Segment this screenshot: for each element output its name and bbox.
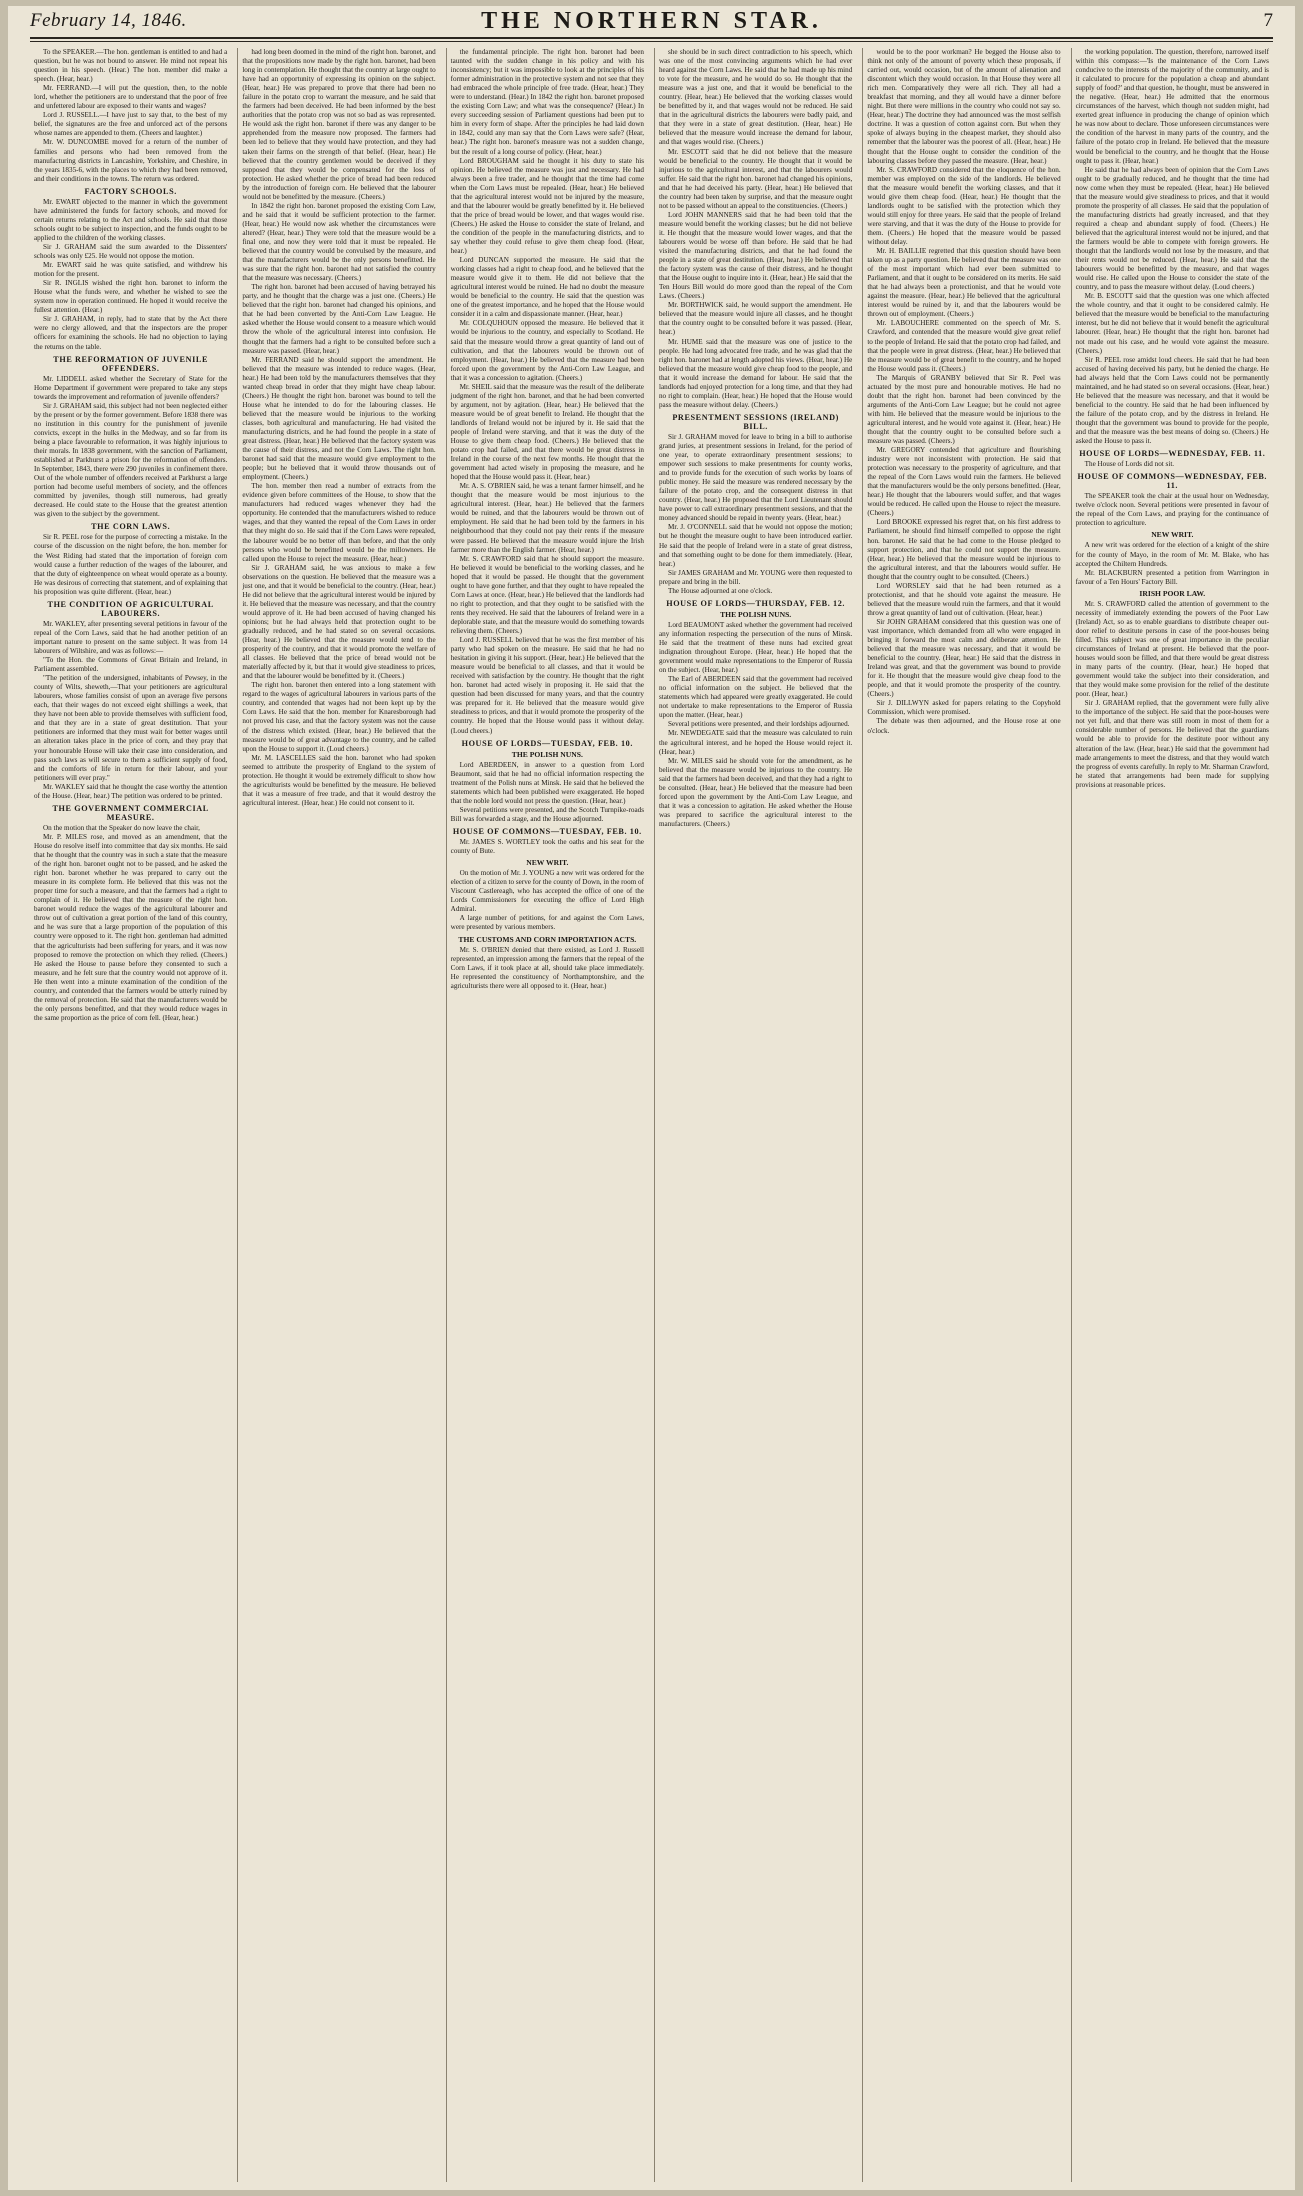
paragraph: Mr. FERRAND said he should support the amendment. He believed that the measure was intended to reduce wages. (Hear, hear.) He had been told by the manufacturers themselves that they wanted cheap bread in order that they might have cheap labour. (Cheers.) He thought the right hon. baronet was bound to tell the House what he intended to do for the labouring classes. He believed that the measure would be injurious to the working classes, both agricultural and manufacturing. He had visited the manufacturing districts, and he had found the people in a state of great distress. (Hear, hear.) He believed that the factory system was the cause of their distress, and not the Corn Laws. The right hon. baronet had said that the measure would give employment to the people; but he believed that it would throw thousands out of employment. (Cheers.)	[242, 355, 436, 482]
column-1	[30, 48, 231, 2182]
paragraph: Mr. W. DUNCOMBE moved for a return of the number of families and persons who had been removed from the manufacturing districts in Lancashire, Yorkshire, and Cheshire, in the years 1835-6, with the places to which they had been removed, and their conditions in the towns. The return was ordered.	[34, 138, 228, 183]
section-heading: THE CONDITION OF AGRICULTURAL LABOURERS.	[47, 599, 214, 618]
paragraph: Mr. JAMES S. WORTLEY took the oaths and his seat for the county of Bute.	[450, 838, 644, 856]
section-heading: HOUSE OF COMMONS—WEDNESDAY, FEB. 11.	[1077, 472, 1268, 491]
paragraph: Sir J. GRAHAM said, he was anxious to make a few observations on the question. He believed that the measure was a just one, and that it would be beneficial to the country. (Hear, hear.) He did not believe that the agricultural interest would be injured by it. He believed that the measure was necessary, and that the country would approve of it. He had been accused of having changed his opinions; but he had always held that protection ought to be gradually reduced, and he had stated so on several occasions. (Hear, hear.) He believed that the measure would tend to the prosperity of the country, and that it would promote the welfare of all classes. He believed that the price of bread would not be materially affected by it, but that it would give steadiness to prices, and that the labourer would be benefitted by it. (Cheers.)	[242, 563, 436, 681]
paragraph: Sir J. GRAHAM said, this subject had not been neglected either by the present or by the former government. Before 1838 there was no institution in this country for the punishment of juvenile convicts, except in the hulks in the Medway, and so far from its being a place favourable to reformation, it was highly injurious to their morals. In 1838 government, with the sanction of Parliament, established at Parkhurst a prison for the reformation of offenders. In September, 1843, there were 290 juveniles in confinement there. Out of the whole number of offenders received at Parkhurst a large portion had become useful members of society, and the offences committed by juveniles, though still numerous, had greatly decreased. He could state to the House that the greatest attention was given to the subject by the government.	[34, 401, 228, 519]
paragraph: Mr. BORTHWICK said, he would support the amendment. He believed that the measure would injure all classes, and he thought that the country ought to be consulted before it was passed. (Hear, hear.)	[658, 301, 853, 337]
paragraph: Mr. S. CRAWFORD called the attention of government to the necessity of immediately extending the powers of the Poor Law (Ireland) Act, so as to enable guardians to distribute cheaper out-door relief to destitute persons in case of the poor-houses being filled. This subject was one of great importance in the peculiar circumstances of Ireland at present. He believed that the poor-houses would soon be filled, and that there would be great distress in many parts of the country. (Hear, hear.) He hoped that government would take the subject into their consideration, and that they would make some provision for the relief of the destitute poor. (Hear, hear.)	[1075, 599, 1269, 699]
paragraph: had long been doomed in the mind of the right hon. baronet, and that the propositions now made by the right hon. baronet, had been long in contemplation. He thought that the country at large ought to have had an opportunity of expressing its opinion on the subject. (Hear, hear.) He was prepared to prove that there had been no failure in the potato crop to warrant the measure, and he said that the farmers had been deceived. He had been informed by the best authorities that the potato crop was not so bad as was represented. He would ask the right hon. baronet if there was any danger to be apprehended from the measure now proposed. The farmers had been led to believe that they would have protection, and they had taken their farms on the strength of that belief. (Hear, hear.) He believed that the country gentlemen would be deceived if they supposed that they would be compensated for the loss of protection. He asked whether the price of bread had been reduced by the introduction of foreign corn. He believed that the labourer would not be benefitted by the measure. (Cheers.)	[242, 48, 436, 201]
paragraph: On the motion that the Speaker do now leave the chair,	[43, 823, 200, 832]
section-heading: HOUSE OF COMMONS—TUESDAY, FEB. 10.	[452, 826, 642, 836]
paragraph: Sir R. PEEL rose amidst loud cheers. He said that he had been accused of having deceived his party, but he denied the charge. He had always held that the Corn Laws could not be permanently maintained, and he had stated so on several occasions. (Hear, hear.) He believed that the measure was necessary, and that it would be beneficial to the country. He said that he had been influenced by the failure of the potato crop, and by the distress in Ireland. He thought that the government was bound to provide for the people, and that the measure was the best means of doing so. (Cheers.) He asked the House to pass it.	[1075, 355, 1269, 446]
subsection-heading: THE POLISH NUNS.	[511, 749, 583, 759]
paragraph: Mr. GREGORY contended that agriculture and flourishing industry were not inconsistent with protection. He said that protection was necessary to the prosperity of agriculture, and that the repeal of the Corn Laws would ruin the farmers. He believed that the manufacturers would be the only persons benefitted. (Hear, hear.) He thought that the labourers would suffer, and that wages would be reduced. He called upon the House to reject the measure. (Cheers.)	[867, 446, 1061, 518]
paragraph: Sir JAMES GRAHAM and Mr. YOUNG were then requested to prepare and bring in the bill.	[658, 568, 853, 586]
paragraph: A large number of petitions, for and against the Corn Laws, were presented by various members.	[450, 914, 644, 932]
paragraph: The right hon. baronet had been accused of having betrayed his party, and he thought that the charge was a just one. (Cheers.) He believed that the right hon. baronet had changed his opinions, and that he had been converted by the Anti-Corn Law League. He asked whether the House would consent to a measure which would throw the whole of the agricultural interest into confusion. He thought that the farmers had a right to be consulted before such a measure was passed. (Hear, hear.)	[242, 283, 436, 355]
paragraph: Sir R. PEEL rose for the purpose of correcting a mistake. In the course of the discussion on the night before, the hon. member for the West Riding had stated that the importation of foreign corn would cause a further reduction of the wages of the labourer, and that the duty of eighteenpence on wheat would operate as a bounty. He was desirous of correcting that statement, and of explaining that his proposition was quite different. (Hear, hear.)	[34, 533, 228, 596]
paragraph: Several petitions were presented, and their lordships adjourned.	[667, 720, 850, 729]
paragraph: Lord BROUGHAM said he thought it his duty to state his opinion. He believed the measure was just and necessary. He had always been a free trader, and he thought that the time had come when the Corn Laws must be repealed. (Hear, hear.) He believed that the agricultural interest would not be injured by the measure, and that the labourer would be greatly benefitted by it. He believed that the price of bread would be lower, and that wages would rise. (Cheers.) He asked the House to consider the state of Ireland, and the condition of the people in the manufacturing districts, and to say whether they could refuse to give them cheap food. (Hear, hear.)	[450, 156, 644, 256]
header-rule-thin	[30, 41, 1273, 42]
paragraph: Lord WORSLEY said that he had been returned as a protectionist, and that he should vote against the measure. He believed that the measure would ruin the farmers, and that it would throw a great quantity of land out of cultivation. (Hear, hear.)	[867, 581, 1061, 617]
paragraph: Mr. J. O'CONNELL said that he would not oppose the motion; but he thought the measure ought to have been introduced earlier. He said that the people of Ireland were in a state of great distress, and that something ought to be done for them immediately. (Hear, hear.)	[658, 523, 853, 568]
section-heading: FACTORY SCHOOLS.	[84, 186, 177, 196]
header-rule	[30, 37, 1273, 39]
paragraph: Lord ABERDEEN, in answer to a question from Lord Beaumont, said that he had no official information respecting the treatment of the Polish nuns at Minsk. He said that he believed the statements which had been published were exaggerated. He hoped that the noble lord would not press the question. (Hear, hear.)	[450, 760, 644, 805]
paragraph: Mr. HUME said that the measure was one of justice to the people. He had long advocated free trade, and he was glad that the right hon. baronet had at length adopted his views. (Hear, hear.) He believed that the measure would give cheap food to the people, and that it would increase the demand for labour. He said that the landlords had enjoyed protection for a long time, and that they had no right to complain. (Hear, hear.) He hoped that the House would pass the measure without delay. (Cheers.)	[658, 337, 853, 409]
paragraph: Mr. S. CRAWFORD considered that the eloquence of the hon. member was employed on the side of the landlords. He believed that the measure would benefit the working classes, and that it would give them cheap food. (Hear, hear.) He thought that the landlords ought to be satisfied with the protection which they would still enjoy for three years. He said that the people of Ireland were starving, and that it was the duty of the House to provide for them. (Cheers.) He hoped that the measure would be passed without delay.	[867, 165, 1061, 246]
paragraph: On the motion of Mr. J. YOUNG a new writ was ordered for the election of a citizen to serve for the county of Down, in the room of Viscount Castlereagh, who has accepted the office of one of the Lords Commissioners for executing the office of Lord High Admiral.	[450, 869, 644, 914]
page-header	[30, 8, 1273, 34]
section-heading: HOUSE OF LORDS—THURSDAY, FEB. 12.	[666, 598, 846, 608]
paragraph: Sir J. GRAHAM said the sum awarded to the Dissenters' schools was only £25. He would not oppose the motion.	[34, 242, 228, 261]
paragraph: Mr. WAKLEY said that he thought the case worthy the attention of the House. (Hear, hear.) The petition was ordered to be printed.	[34, 782, 228, 800]
paragraph: Mr. B. ESCOTT said that the question was one which affected the whole country, and that it ought to be considered calmly. He believed that the measure would be beneficial to the manufacturing interest, but he did not believe that it would benefit the agricultural labourer. (Hear, hear.) He thought that the right hon. baronet had not made out his case, and he would vote against the measure. (Cheers.)	[1075, 292, 1269, 355]
issue-date: February 14, 1846.	[30, 10, 187, 31]
paragraph: The debate was then adjourned, and the House rose at one o'clock.	[867, 717, 1061, 735]
paragraph: Mr. S. CRAWFORD said that he should support the measure. He believed it would be beneficial to the working classes, and he hoped that it would be passed. He thought that the government ought to have gone further, and that they ought to have repealed the Corn Laws at once. (Hear, hear.) He believed that the landlords had no right to protection, and that they ought to be satisfied with the rents they received. He said that the labourers of Ireland were in a deplorable state, and that the measure would do something towards relieving them. (Cheers.)	[450, 554, 644, 635]
paragraph: The right hon. baronet then entered into a long statement with regard to the wages of agricultural labourers in various parts of the country, and contended that wages had not been kept up by the Corn Laws. He said that the hon. member for Knaresborough had not proved his case, and that the factory system was not the cause of the distress which existed. (Hear, hear.) He believed that the measure would be of great advantage to the country, and he called upon the House to support it. (Loud cheers.)	[242, 681, 436, 753]
page-number: 7	[1263, 10, 1273, 31]
paragraph: Mr. LIDDELL asked whether the Secretary of State for the Home Department if government were prepared to take any steps towards the improvement and reformation of juvenile offenders?	[34, 374, 228, 401]
paragraph: The Marquis of GRANBY believed that Sir R. Peel was actuated by the most pure and honourable motives. He had no doubt that the right hon. baronet had been convinced by the arguments of the Anti-Corn Law League; but he could not agree with him. He believed that the measure would be injurious to the agricultural interest, and he would vote against it. (Hear, hear.) He thought that the country ought to be consulted before such a measure was passed. (Cheers.)	[867, 373, 1061, 446]
paragraph: He said that he had always been of opinion that the Corn Laws ought to be gradually reduced, and he thought that the time had now come when they must be repealed. (Hear, hear.) He believed that the measure would give steadiness to prices, and that it would promote the prosperity of all classes. He said that the population of the manufacturing districts had greatly increased, and that they required a cheap and abundant supply of food. (Cheers.) He believed that the agricultural interest would not be injured, and that the farmers would be able to compete with foreign growers. He thought that the landlords would not lose by the measure, and that their rents would not be reduced. (Hear, hear.) He said that the labourers would be benefitted by the measure, and that wages would rise. He called upon the House to consider the state of the country, and to pass the measure without delay. (Loud cheers.)	[1075, 165, 1269, 292]
paragraph: Mr. S. O'BRIEN denied that there existed, as Lord J. Russell represented, an impression among the farmers that the repeal of the Corn Laws, if it took place at all, should take place immediately. He represented the constituency of Northamptonshire, and the agriculturists there were all opposed to it. (Hear, hear.)	[450, 945, 644, 990]
paragraph: The SPEAKER took the chair at the usual hour on Wednesday, twelve o'clock noon. Several petitions were presented in favour of the repeal of the Corn Laws, and praying for the continuance of protection to agriculture.	[1075, 492, 1269, 528]
paragraph: Mr. SHEIL said that the measure was the result of the deliberate judgment of the right hon. baronet, and that he had been converted by argument, not by agitation. (Hear, hear.) He believed that the measure would be of great benefit to Ireland. He thought that the landlords of Ireland would not be injured by it. He said that the people of Ireland were starving, and that it was the duty of the House to give them cheap food. (Cheers.) He believed that the potato crop had failed, and that there would be great distress in Ireland in the course of the next few months. He thought that the government had acted wisely in proposing the measure, and he hoped that the House would pass it. (Hear, hear.)	[450, 382, 644, 482]
section-heading: HOUSE OF LORDS—TUESDAY, FEB. 10.	[461, 738, 634, 748]
paragraph: she should be in such direct contradiction to his speech, which was one of the most convincing arguments which he had ever heard against the Corn Laws. He said that he had made up his mind to vote for the measure, and he would do so. He thought that the measure was a just one, and that it would be beneficial to the country. (Hear, hear.) He believed that the working classes would be benefitted by it, and that wages would not be reduced. He said that in the agricultural districts the labourers were badly paid, and that they were in a state of great destitution. (Hear, hear.) He believed that the measure would increase the demand for labour, and that wages would rise. (Cheers.)	[658, 48, 853, 147]
section-heading: HOUSE OF LORDS—WEDNESDAY, FEB. 11.	[1079, 449, 1266, 459]
paragraph: Sir JOHN GRAHAM considered that this question was one of vast importance, which demanded from all who were engaged in bringing it forward the most calm and deliberate attention. He believed that the measure was necessary, and that it would be beneficial to the country. (Hear, hear.) He said that the distress in Ireland was great, and that the government was bound to provide for it. He thought that the measure would give cheap food to the people, and that it would promote the prosperity of the country. (Cheers.)	[867, 617, 1061, 699]
paragraph: Mr. FERRAND.—I will put the question, then, to the noble lord, whether the petitioners are to understand that the poor of free and unfettered labour are exposed to their wants and wages?	[34, 84, 228, 111]
paragraph: Mr. EWART said he was quite satisfied, and withdrew his motion for the present.	[34, 261, 228, 279]
article-columns	[30, 48, 1273, 2182]
paragraph: Mr. P. MILES rose, and moved as an amendment, that the House do resolve itself into committee that day six months. He said that he thought that the country was in such a state that the measure of the right hon. baronet ought not to be passed, and he asked the right hon. baronet whether he was prepared to carry out the measure in its complete form. He believed that this was not the proper time for such a measure, and that the farmers had a right to complain of it. He believed that the measure of the right hon. baronet would reduce the wages of the agricultural labourer and throw out of cultivation a great portion of the land of this country, and he was sure that a large proportion of the population of this country were opposed to it. The right hon. gentleman had admitted that the agriculturists had been suffering for years, and it was now proposed to remove the protection on which they relied. (Cheers.) He asked the House to pause before they consented to such a measure, and he felt sure that the country would not approve of it. He then went into a minute examination of the condition of the country, and contended that the farmers would be utterly ruined by the removal of protection. He said that the manufacturers would be the only persons benefitted, and that they would reduce wages in the same proportion as the price of corn fell. (Hear, hear.)	[34, 832, 228, 1022]
section-heading: THE CORN LAWS.	[91, 522, 171, 532]
paragraph: To the SPEAKER.—The hon. gentleman is entitled to and had a question, but he was not bound to answer. He mind not repeat his question in his speech. (Hear.) The hon. member did make a speech. (Hear, hear.)	[34, 48, 228, 84]
subsection-heading: THE POLISH NUNS.	[720, 609, 792, 619]
section-heading: THE GOVERNMENT COMMERCIAL MEASURE.	[52, 803, 209, 822]
paragraph: Sir J. GRAHAM moved for leave to bring in a bill to authorise grand juries, at presentment sessions in Ireland, for the period of one year, to operate extraordinary presentment sessions; to empower such sessions to make presentments for county works, and to provide funds for the execution of such works by loans of public money. He said the measure was rendered necessary by the failure of the potato crop, and the consequent distress in that country. (Hear, hear.) He proposed that the Lord Lieutenant should have power to call extraordinary presentment sessions, and that the money advanced should be repaid in twenty years. (Hear, hear.)	[658, 432, 853, 523]
paragraph: In 1842 the right hon. baronet proposed the existing Corn Law, and he said that it would be sufficient protection to the farmer. (Hear, hear.) He would now ask whether the circumstances were altered? (Hear, hear.) They were told that the measure would be a final one, and now they were told that it must be repealed. He believed that the country would be convulsed by the measure, and that the manufacturers would be the only persons benefitted. He was sure that the right hon. baronet had not satisfied the country that the measure was necessary. (Cheers.)	[242, 201, 436, 283]
section-heading: THE REFORMATION OF JUVENILE OFFENDERS.	[53, 354, 209, 373]
subsection-heading: NEW WRIT.	[1151, 530, 1194, 540]
paragraph: Sir J. DILLWYN asked for papers relating to the Copyhold Commission, which were promised.	[867, 699, 1061, 717]
paragraph: Mr. BLACKBURN presented a petition from Warrington in favour of a Ten Hours' Factory Bill.	[1075, 568, 1269, 586]
column-5	[862, 48, 1064, 2182]
subsection-heading: NEW WRIT.	[526, 858, 569, 868]
paragraph: Mr. WAKLEY, after presenting several petitions in favour of the repeal of the Corn Laws, said that he had another petition of an important nature to present on the same subject. It was from 14 labourers of Wiltshire, and was as follows:—	[34, 619, 228, 655]
paragraph: Lord JOHN MANNERS said that he had been told that the measure would benefit the working classes; but he did not believe it. He thought that the measure would lower wages, and that the labourers would be worse off than before. He said that he had visited the manufacturing districts, and that he had found the people in a state of great destitution. (Hear, hear.) He believed that the factory system was the cause of their distress, and he thought that the House ought to inquire into it. (Hear, hear.) He said that the Ten Hours Bill would do more good than the repeal of the Corn Laws. (Cheers.)	[658, 210, 853, 301]
paragraph: A new writ was ordered for the election of a knight of the shire for the county of Mayo, in the room of Mr. M. Blake, who has accepted the Chiltern Hundreds.	[1075, 541, 1269, 568]
paragraph: Mr. ESCOTT said that he did not believe that the measure would be beneficial to the country. He thought that it would be injurious to the agricultural interest, and that the labourers would suffer. He said that the right hon. baronet had changed his opinions, and that he had deceived his party. (Hear, hear.) He believed that the country had been taken by surprise, and that the measure ought not to be passed without an appeal to the constituencies. (Cheers.)	[658, 147, 853, 210]
paragraph: "The petition of the undersigned, inhabitants of Pewsey, in the county of Wilts, sheweth,—That your petitioners are agricultural labourers, whose families consist of upon an average five persons each, that their wages do not exceed eight shillings a week, that they have not been able to provide themselves with sufficient food, and that they are in a state of great destitution. That your petitioners are informed that they must wait for better wages until an alteration takes place in the price of corn, and they pray that your honourable House will take their case into consideration, and pass such laws as will secure to them a sufficient supply of food, and the comforts of life in return for their labour, and your petitioners will ever pray."	[34, 674, 228, 782]
section-heading: PRESENTMENT SESSIONS (IRELAND) BILL.	[672, 412, 839, 431]
paragraph: the fundamental principle. The right hon. baronet had been taunted with the sudden change in his policy and with his inconsistency; but it was impossible to look at the principles of his former administration in the protective system and not see that they had embraced the whole principle of free trade. (Hear, hear.) They were to understand. (Hear.) In 1842 the right hon. baronet proposed the existing Corn Law; and what was the consequence? (Hear.) In every succeeding session of Parliament questions had been put to him in every form of shape. After the principles he had laid down in 1842, could any man say that the Corn Laws were safe? (Hear, hear.) The right hon. baronet's measure was not a sudden change, but the result of a long course of policy. (Hear, hear.)	[450, 48, 644, 156]
paragraph: would be to the poor workman? He begged the House also to think not only of the amount of poverty which these proposals, if carried out, would occasion, but of the amount of alienation and discontent which they would occasion. In that House they were all rich men. Comparatively they were all rich. They all had a breakfast that morning, and they all would have a dinner before night. But there were millions in the country who could not say so. (Hear, hear.) The doctrine they had announced was the most selfish doctrine. It was a question of cotton against corn. But when they spoke of always buying in the cheapest market, they should also remember that the labourer was the poorest of all. (Hear, hear.) He thought that the House ought to consider the condition of the labouring classes before they passed the measure. (Hear, hear.)	[867, 48, 1061, 165]
paragraph: the working population. The question, therefore, narrowed itself within this compass:—'Is the maintenance of the Corn Laws conducive to the interests of the majority of the community, and is it calculated to procure for the population a cheap and abundant supply of food?' and that question, he thought, must be answered in the negative. (Hear, hear.) He admitted that the enormous circumstances of the harvest, which though not sudden might, had exerted great influence in producing the change of opinion which he was now about to declare. Those unforeseen circumstances were the condition of the harvest in many parts of the country, and the failure of the potato crop in Ireland. He believed that the measure would be beneficial to the country, and he thought that the House ought to pass it. (Hear, hear.)	[1075, 48, 1269, 165]
paragraph: Several petitions were presented, and the Scotch Turnpike-roads Bill was forwarded a stage, and the House adjourned.	[450, 805, 644, 823]
column-3	[446, 48, 648, 2182]
column-4	[654, 48, 856, 2182]
paragraph: Lord DUNCAN supported the measure. He said that the working classes had a right to cheap food, and he believed that the measure would give it to them. He did not believe that the agricultural interest would be ruined. He had no doubt the measure would be beneficial to the country. He said that the question was one of the greatest importance, and he hoped that the House would consider it in a calm and dispassionate manner. (Hear, hear.)	[450, 256, 644, 319]
paragraph: Lord BEAUMONT asked whether the government had received any information respecting the persecution of the nuns of Minsk. He said that the treatment of these nuns had excited great indignation throughout Europe. (Hear, hear.) He hoped that the government would make representations to the Emperor of Russia on the subject. (Hear, hear.)	[658, 620, 853, 675]
paragraph: The House of Lords did not sit.	[1084, 460, 1175, 469]
paragraph: Lord J. RUSSELL believed that he was the first member of his party who had spoken on the measure. He said that he had no hesitation in giving it his support. (Hear, hear.) He believed that the measure would be beneficial to all classes, and that it would be received with satisfaction by the country. He thought that the right hon. baronet had acted wisely in proposing it. He said that the question had been discussed for many years, and that the country was prepared for it. He believed that the measure would give steadiness to prices, and that it would promote the prosperity of the country. He hoped that the House would pass it without delay. (Loud cheers.)	[450, 636, 644, 735]
column-6	[1071, 48, 1273, 2182]
paragraph: Lord J. RUSSELL.—I have just to say that, to the best of my belief, the signatures are the free and unforced act of the persons whose names are appended to them. (Cheers and laughter.)	[34, 111, 228, 138]
paragraph: Mr. EWART objected to the manner in which the government have administered the funds for factory schools, and moved for certain returns relating to the Act and schools. He said that those schools ought to be subject to inspection, and the funds ought to be applied to the children of the working classes.	[34, 197, 228, 242]
paragraph: "To the Hon. the Commons of Great Britain and Ireland, in Parliament assembled.	[34, 656, 228, 674]
column-2	[237, 48, 439, 2182]
paragraph: Mr. M. LASCELLES said the hon. baronet who had spoken seemed to attribute the prosperity of England to the system of protection. He thought it would be extremely difficult to show how the agriculturists would be benefitted by the measure. He believed that it was a measure of free trade, and that it would destroy the agricultural interest. (Hear, hear.) He could not consent to it.	[242, 753, 436, 807]
paragraph: The House adjourned at one o'clock.	[667, 586, 773, 595]
paragraph: Sir J. GRAHAM replied, that the government were fully alive to the importance of the subject. He said that the poor-houses were not yet full, and that there was still room in most of them for a considerable number of persons. He believed that the guardians would be able to provide for the destitute poor without any alteration of the law. (Hear, hear.) He said that the government had made arrangements to meet the distress, and that they would watch the progress of events carefully. In reply to Mr. Sharman Crawford, he stated that arrangements had been made for supplying provisions at reasonable prices.	[1075, 699, 1269, 789]
paragraph: Mr. LABOUCHERE commented on the speech of Mr. S. Crawford, and contended that the measure would give great relief to the people of Ireland. He said that the potato crop had failed, and that the people were in great distress. (Hear, hear.) He believed that the measure would be of great benefit to the country, and he hoped the House would pass it. (Cheers.)	[867, 319, 1061, 373]
paragraph: Sir J. GRAHAM, in reply, had to state that by the Act there were no clergy allowed, and that the inspectors are the proper officers for examining the schools. He had no objection to laying the returns on the table.	[34, 315, 228, 351]
paragraph: The Earl of ABERDEEN said that the government had received no official information on the subject. He believed that the statements which had appeared were greatly exaggerated. He could not undertake to make representations to the Emperor of Russia upon the matter. (Hear, hear.)	[658, 675, 853, 720]
paragraph: Mr. H. BAILLIE regretted that this question should have been taken up as a party question. He believed that the measure was one of the most important which had ever been submitted to Parliament, and that it ought to be considered on its merits. He said that he had always been a protectionist, and that he would vote against the measure. (Hear, hear.) He believed that the agricultural interest would be ruined by it, and that the labourers would be thrown out of employment. (Cheers.)	[867, 247, 1061, 319]
paragraph: Mr. W. MILES said he should vote for the amendment, as he believed that the measure would be injurious to the country. He said that the farmers had been deceived, and that they had a right to be consulted. (Hear, hear.) He believed that the measure had been forced upon the government by the Anti-Corn Law League, and that it was a concession to agitation. He asked whether the House was prepared to sacrifice the agricultural interest to the manufacturers. (Cheers.)	[658, 756, 853, 828]
paragraph: Mr. NEWDEGATE said that the measure was calculated to ruin the agricultural interest, and he hoped the House would reject it. (Hear, hear.)	[658, 729, 853, 756]
newspaper-page	[8, 6, 1295, 2190]
subsection-heading: IRISH POOR LAW.	[1139, 588, 1206, 598]
paragraph: Mr. A. S. O'BRIEN said, he was a tenant farmer himself, and he thought that the measure would be most injurious to the agricultural interest. (Hear, hear.) He believed that the farmers would be ruined, and that the labourers would be thrown out of employment. He said that he had been told by the farmers in his neighbourhood that they could not pay their rents if the measure were passed. He believed that the measure would injure the Irish farmer more than the English farmer. (Hear, hear.)	[450, 482, 644, 554]
paragraph: The hon. member then read a number of extracts from the evidence given before committees of the House, to show that the manufacturers had reduced wages whenever they had the opportunity. He contended that the manufacturers wished to reduce wages, and that they wanted the repeal of the Corn Laws in order that they might do so. He said that if the Corn Laws were repealed, the labourer would be no better off than before, and that the only persons who would be benefitted would be the millowners. He called upon the House to reject the measure. (Hear, hear.)	[242, 482, 436, 563]
masthead-title: THE NORTHERN STAR.	[481, 8, 822, 34]
subsection-heading: THE CUSTOMS AND CORN IMPORTATION ACTS.	[458, 934, 637, 944]
paragraph: Sir R. INGLIS wished the right hon. baronet to inform the House what the funds were, and whether he wished to see the system now in operation continued. He hoped it would receive the fullest attention. (Hear.)	[34, 279, 228, 315]
paragraph: Lord BROOKE expressed his regret that, on his first address to Parliament, he should find himself compelled to oppose the right hon. baronet. He said that he had come to the House pledged to support protection, and that he could not support the measure. (Hear, hear.) He believed that the measure would be injurious to the agricultural interest, and that the labourers would suffer. He thought that the country ought to be consulted. (Cheers.)	[867, 518, 1061, 581]
paragraph: Mr. COLQUHOUN opposed the measure. He believed that it would be injurious to the country, and especially to Scotland. He said that the measure would throw a great quantity of land out of cultivation, and that the labourers would be thrown out of employment. (Hear, hear.) He believed that the measure had been forced upon the government by the Anti-Corn Law League, and that it was a concession to agitation. (Cheers.)	[450, 319, 644, 382]
